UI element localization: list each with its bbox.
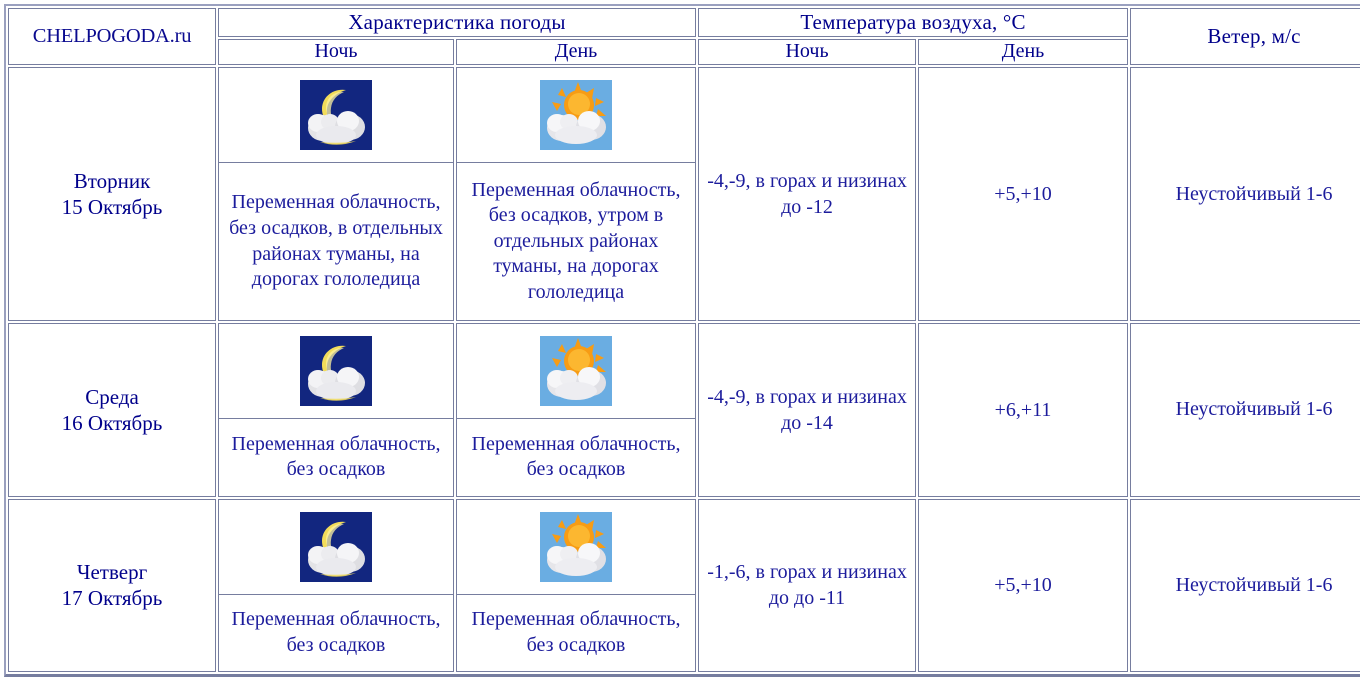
night-weather-cell	[218, 323, 454, 496]
night-icon-cell	[219, 68, 453, 163]
header-weather-night: Ночь	[218, 39, 454, 65]
day-temperature: +5,+10	[918, 67, 1128, 321]
date-label: 17 Октябрь	[61, 586, 163, 611]
day-weather-cell	[456, 323, 696, 496]
day-label	[8, 499, 216, 672]
sun-clouds-icon	[540, 512, 612, 582]
day-weather-cell	[456, 499, 696, 672]
day-description: Переменная облачность, без осадков	[457, 595, 695, 671]
night-weather-cell	[218, 499, 454, 672]
header-temp-day: День	[918, 39, 1128, 65]
wind-value: Неустойчивый 1-6	[1130, 67, 1360, 321]
night-description: Переменная облачность, без осадков	[219, 595, 453, 671]
header-air-temperature: Температура воздуха, °C	[698, 8, 1128, 37]
day-icon-cell	[457, 500, 695, 595]
night-icon-cell	[219, 500, 453, 595]
moon-clouds-icon	[300, 80, 372, 150]
day-description: Переменная облачность, без осадков, утром в отдельных районах туманы, на дорогах гололедица	[457, 163, 695, 320]
date-label: 15 Октябрь	[61, 195, 163, 220]
weekday-name: Среда	[85, 384, 139, 409]
day-description: Переменная облачность, без осадков	[457, 419, 695, 495]
night-temperature: -1,-6, в горах и низинах до до -11	[698, 499, 916, 672]
table-header-row-1	[8, 8, 1360, 37]
day-label	[8, 323, 216, 496]
header-wind: Ветер, м/с	[1130, 8, 1360, 65]
night-weather-cell	[218, 67, 454, 321]
moon-clouds-icon	[300, 336, 372, 406]
weekday-name: Четверг	[76, 560, 148, 585]
day-temperature: +6,+11	[918, 323, 1128, 496]
header-weather-characteristic: Характеристика погоды	[218, 8, 696, 37]
weather-forecast-table	[4, 4, 1360, 677]
wind-value: Неустойчивый 1-6	[1130, 323, 1360, 496]
day-icon-cell	[457, 68, 695, 163]
moon-clouds-icon	[300, 512, 372, 582]
table-row	[8, 67, 1360, 321]
weekday-name: Вторник	[73, 168, 151, 193]
night-description: Переменная облачность, без осадков	[219, 419, 453, 495]
table-row	[8, 323, 1360, 496]
date-label: 16 Октябрь	[61, 410, 163, 435]
night-temperature: -4,-9, в горах и низинах до -12	[698, 67, 916, 321]
site-logo[interactable]: CHELPOGODA.ru	[8, 8, 216, 65]
wind-value: Неустойчивый 1-6	[1130, 499, 1360, 672]
header-weather-day: День	[456, 39, 696, 65]
day-label	[8, 67, 216, 321]
day-icon-cell	[457, 324, 695, 419]
night-description: Переменная облачность, без осадков, в отдельных районах туманы, на дорогах гололедица	[219, 163, 453, 320]
table-row	[8, 499, 1360, 672]
night-temperature: -4,-9, в горах и низинах до -14	[698, 323, 916, 496]
sun-clouds-icon	[540, 80, 612, 150]
day-weather-cell	[456, 67, 696, 321]
night-icon-cell	[219, 324, 453, 419]
day-temperature: +5,+10	[918, 499, 1128, 672]
header-temp-night: Ночь	[698, 39, 916, 65]
sun-clouds-icon	[540, 336, 612, 406]
